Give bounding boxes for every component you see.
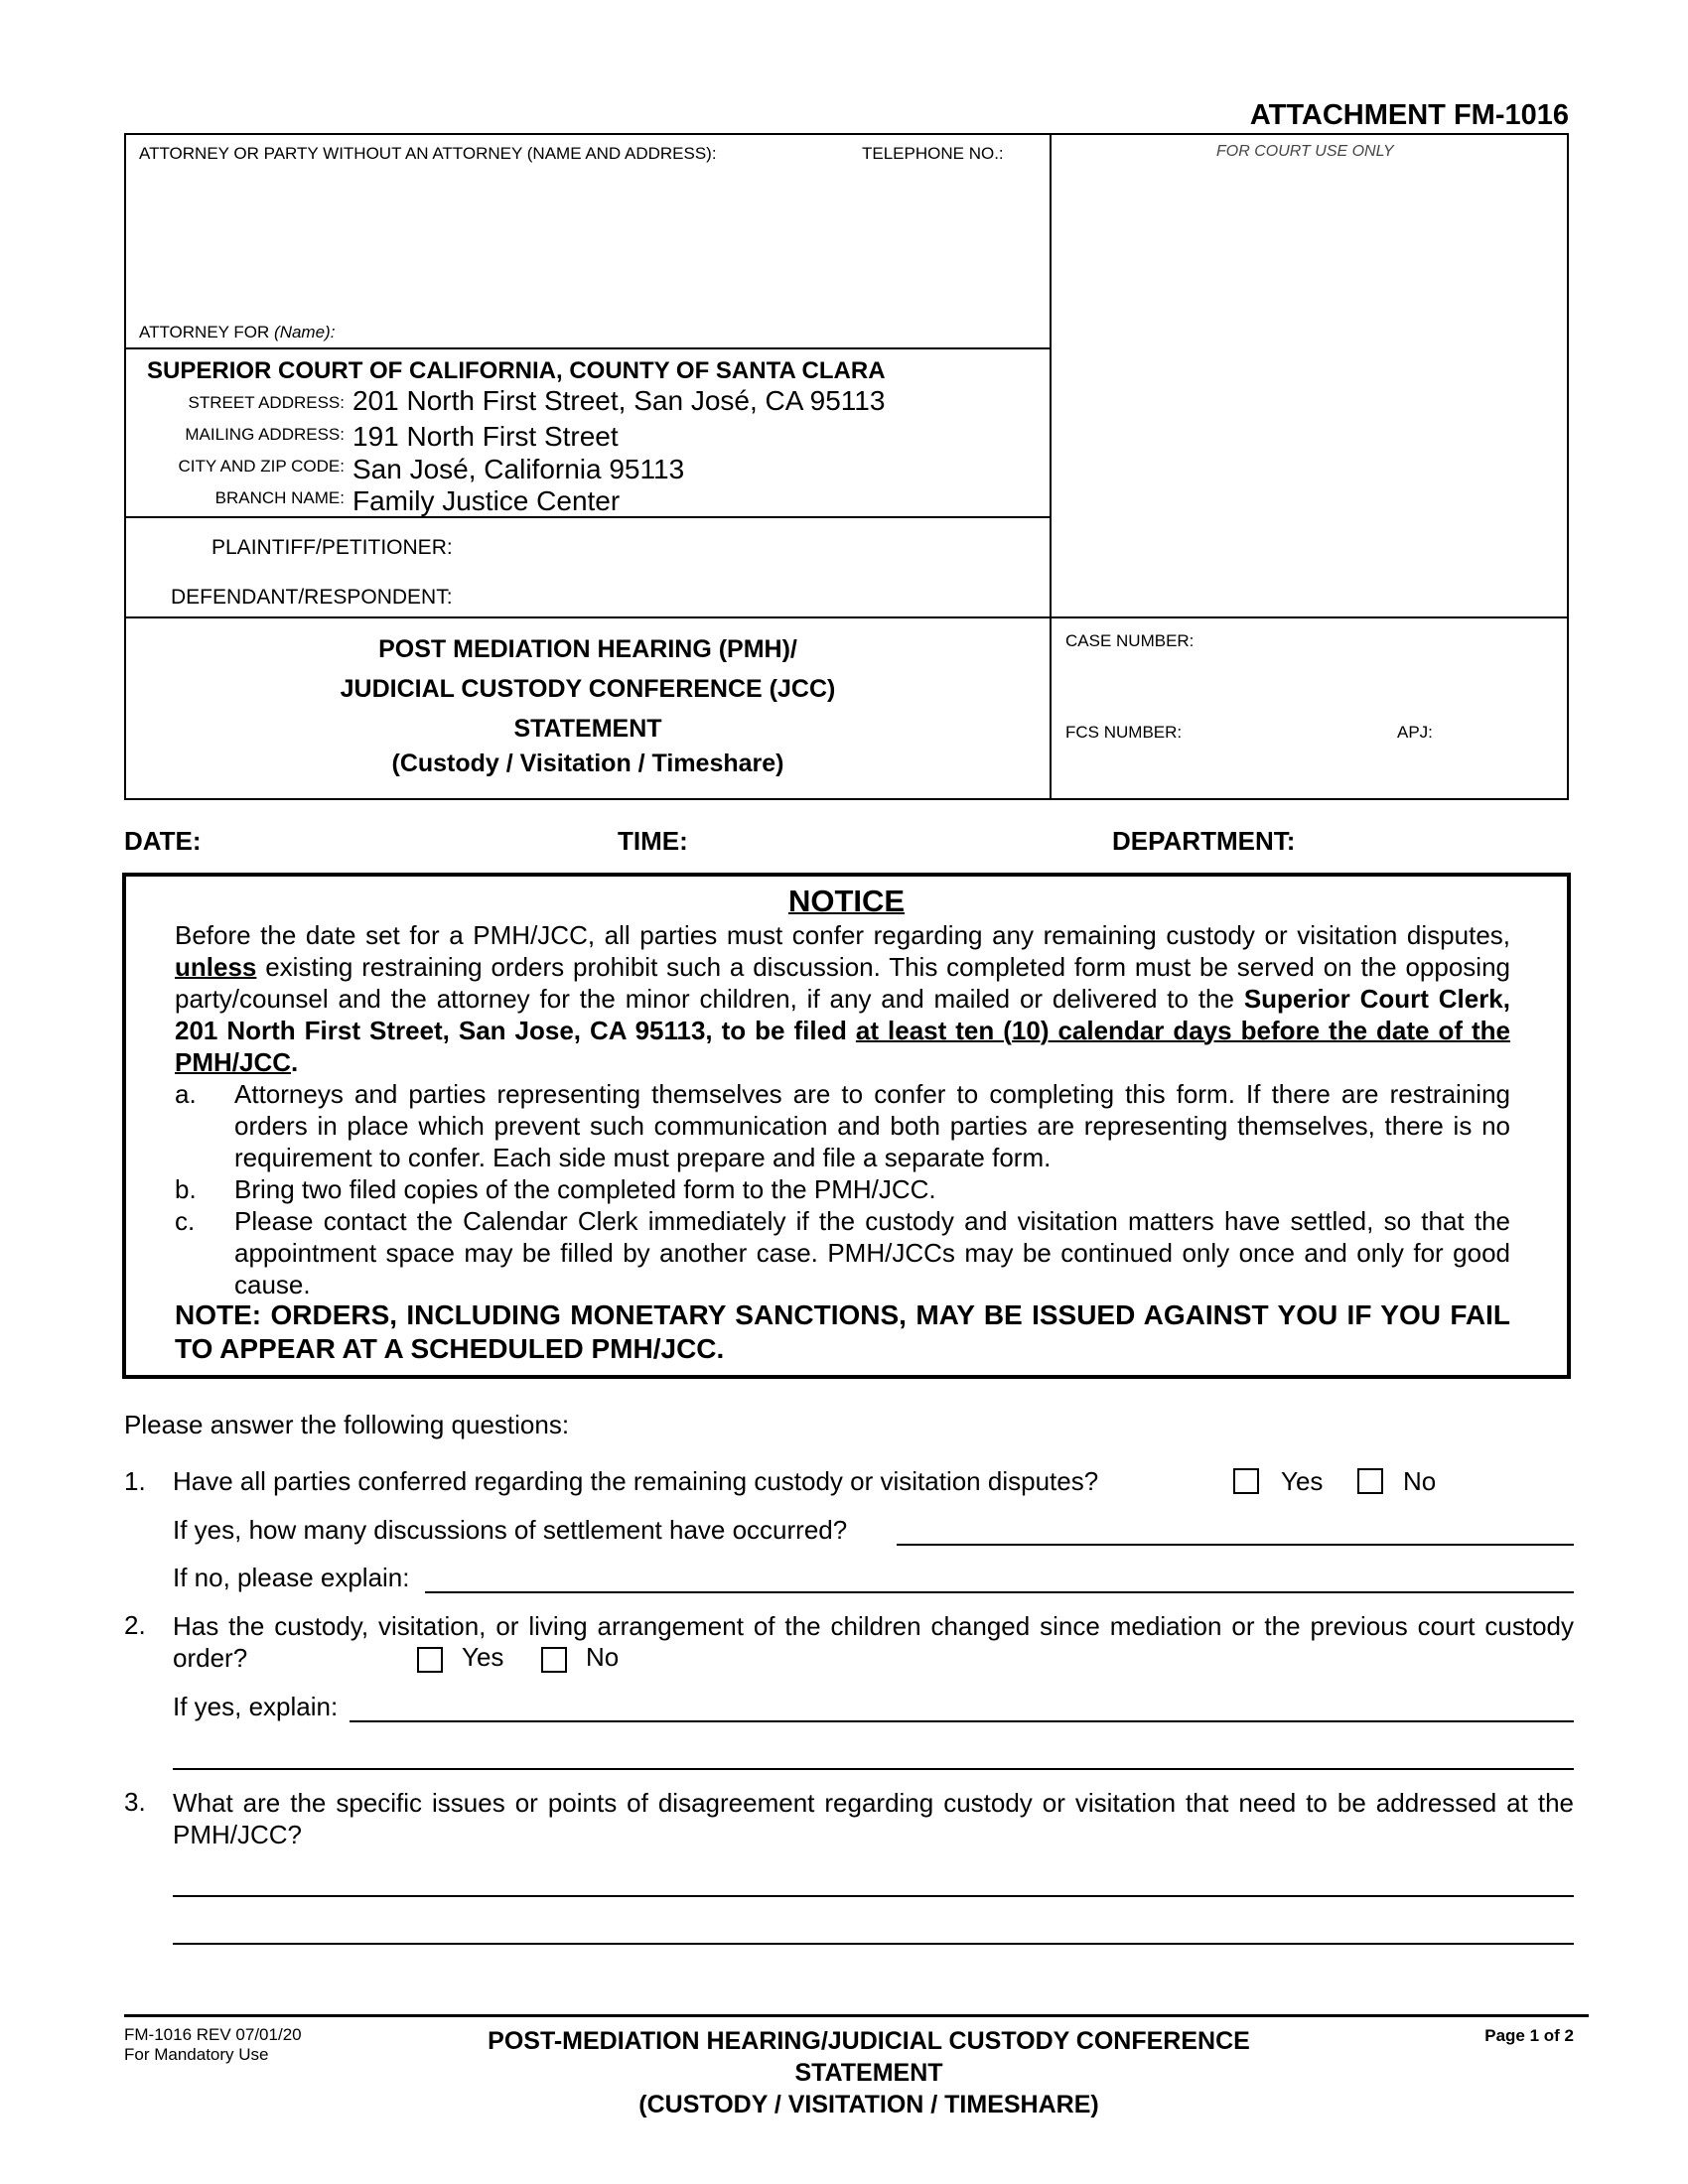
apj-label: APJ: — [1397, 723, 1433, 742]
attorney-for-label: ATTORNEY FOR (Name): — [139, 323, 336, 341]
footer-form-id: FM-1016 REV 07/01/20 For Mandatory Use — [124, 2025, 302, 2064]
city-value: San José, California 95113 — [352, 454, 685, 484]
notice-item-c: Please contact the Calendar Clerk immediately if the custody and visitation matters have settled, so that the appointment space may be filled by another case. PMH/JCCs may be continued only once and only for good cause. — [234, 1206, 1510, 1299]
q1-yes-followup: If yes, how many discussions of settlement have occurred? — [173, 1515, 848, 1545]
q1-yes-answer-line[interactable] — [897, 1544, 1574, 1546]
q1-number: 1. — [124, 1466, 146, 1496]
q3-answer-line-1[interactable] — [173, 1895, 1574, 1897]
telephone-label: TELEPHONE NO.: — [862, 144, 1004, 163]
q1-yes-label: Yes — [1281, 1466, 1324, 1496]
q3-number: 3. — [124, 1787, 146, 1817]
page-number: Page 1 of 2 — [1484, 2026, 1574, 2045]
case-number-label: CASE NUMBER: — [1065, 631, 1195, 650]
footer-title: POST-MEDIATION HEARING/JUDICIAL CUSTODY CONFERENCE STATEMENT (CUSTODY / VISITATION / TIMESHARE) — [488, 2027, 1250, 2118]
notice-item-b-letter: b. — [175, 1174, 197, 1204]
q2-number: 2. — [124, 1610, 146, 1640]
time-label: TIME: — [618, 826, 688, 856]
attorney-label: ATTORNEY OR PARTY WITHOUT AN ATTORNEY (NAME AND ADDRESS): — [139, 144, 717, 163]
notice-item-c-letter: c. — [175, 1206, 196, 1236]
q2-no-checkbox[interactable] — [541, 1647, 567, 1673]
defendant-label: DEFENDANT/RESPONDENT: — [171, 586, 453, 609]
q1-text: Have all parties conferred regarding the remaining custody or visitation disputes? — [173, 1466, 1099, 1496]
q2-text: Has the custody, visitation, or living arrangement of the children changed since mediation or the previous court custody order? — [173, 1611, 1574, 1673]
street-label: STREET ADDRESS: — [188, 393, 345, 412]
q2-answer-line-1[interactable] — [350, 1720, 1574, 1722]
city-label: CITY AND ZIP CODE: — [178, 457, 345, 476]
mailing-value: 191 North First Street — [352, 421, 619, 452]
attachment-title: ATTACHMENT FM-1016 — [1249, 99, 1569, 131]
q1-no-followup: If no, please explain: — [173, 1563, 410, 1592]
street-value: 201 North First Street, San José, CA 95113 — [352, 385, 886, 416]
notice-item-a: Attorneys and parties representing themselves are to confer to completing this form. If there are restraining orders in place which prevent such communication and both parties are representing themselves, there is no requirement to confer. Each side must prepare and file a separate form. — [234, 1079, 1510, 1172]
q3-answer-line-2[interactable] — [173, 1943, 1574, 1945]
court-name: SUPERIOR COURT OF CALIFORNIA, COUNTY OF SANTA CLARA — [147, 357, 886, 384]
date-label: DATE: — [124, 826, 202, 856]
department-label: DEPARTMENT: — [1112, 826, 1296, 856]
q1-no-checkbox[interactable] — [1357, 1468, 1383, 1494]
q2-yes-checkbox[interactable] — [417, 1647, 443, 1673]
mailing-label: MAILING ADDRESS: — [185, 425, 345, 444]
q1-yes-checkbox[interactable] — [1233, 1468, 1259, 1494]
q2-yes-label: Yes — [462, 1642, 504, 1672]
notice-paragraph: Before the date set for a PMH/JCC, all parties must confer regarding any remaining custody or visitation disputes, unless existing restraining orders prohibit such a discussion. This completed form must be served on the opposing party/counsel and the attorney for the minor children, if any and mailed or delivered to the Superior Court Clerk, 201 North First Street, San Jose, CA 95113, to be filed at least ten (10) calendar days before the date of the PMH/JCC. — [175, 920, 1511, 1077]
footer-rule — [124, 2014, 1589, 2017]
fcs-number-label: FCS NUMBER: — [1065, 723, 1183, 742]
q1-no-answer-line[interactable] — [425, 1591, 1574, 1593]
notice-item-b: Bring two filed copies of the completed form to the PMH/JCC. — [234, 1174, 936, 1204]
notice-heading: NOTICE — [787, 884, 906, 918]
branch-label: BRANCH NAME: — [214, 488, 345, 507]
branch-value: Family Justice Center — [352, 485, 621, 516]
q1-no-label: No — [1403, 1466, 1437, 1496]
q2-followup: If yes, explain: — [173, 1692, 339, 1721]
q3-text: What are the specific issues or points of disagreement regarding custody or visitation that need to be addressed at the PMH/JCC? — [173, 1788, 1574, 1849]
q2-answer-line-2[interactable] — [173, 1768, 1574, 1770]
notice-item-a-letter: a. — [175, 1079, 197, 1109]
notice-warning: NOTE: ORDERS, INCLUDING MONETARY SANCTIONS, MAY BE ISSUED AGAINST YOU IF YOU FAIL TO APPEAR AT A SCHEDULED PMH/JCC. — [175, 1299, 1510, 1364]
form-title: POST MEDIATION HEARING (PMH)/ JUDICIAL CUSTODY CONFERENCE (JCC) STATEMENT (Custody / Visitation / Timeshare) — [340, 635, 836, 777]
court-use-label: FOR COURT USE ONLY — [1216, 143, 1394, 160]
questions-intro: Please answer the following questions: — [124, 1410, 570, 1439]
q2-no-label: No — [586, 1642, 620, 1672]
plaintiff-label: PLAINTIFF/PETITIONER: — [211, 536, 453, 559]
